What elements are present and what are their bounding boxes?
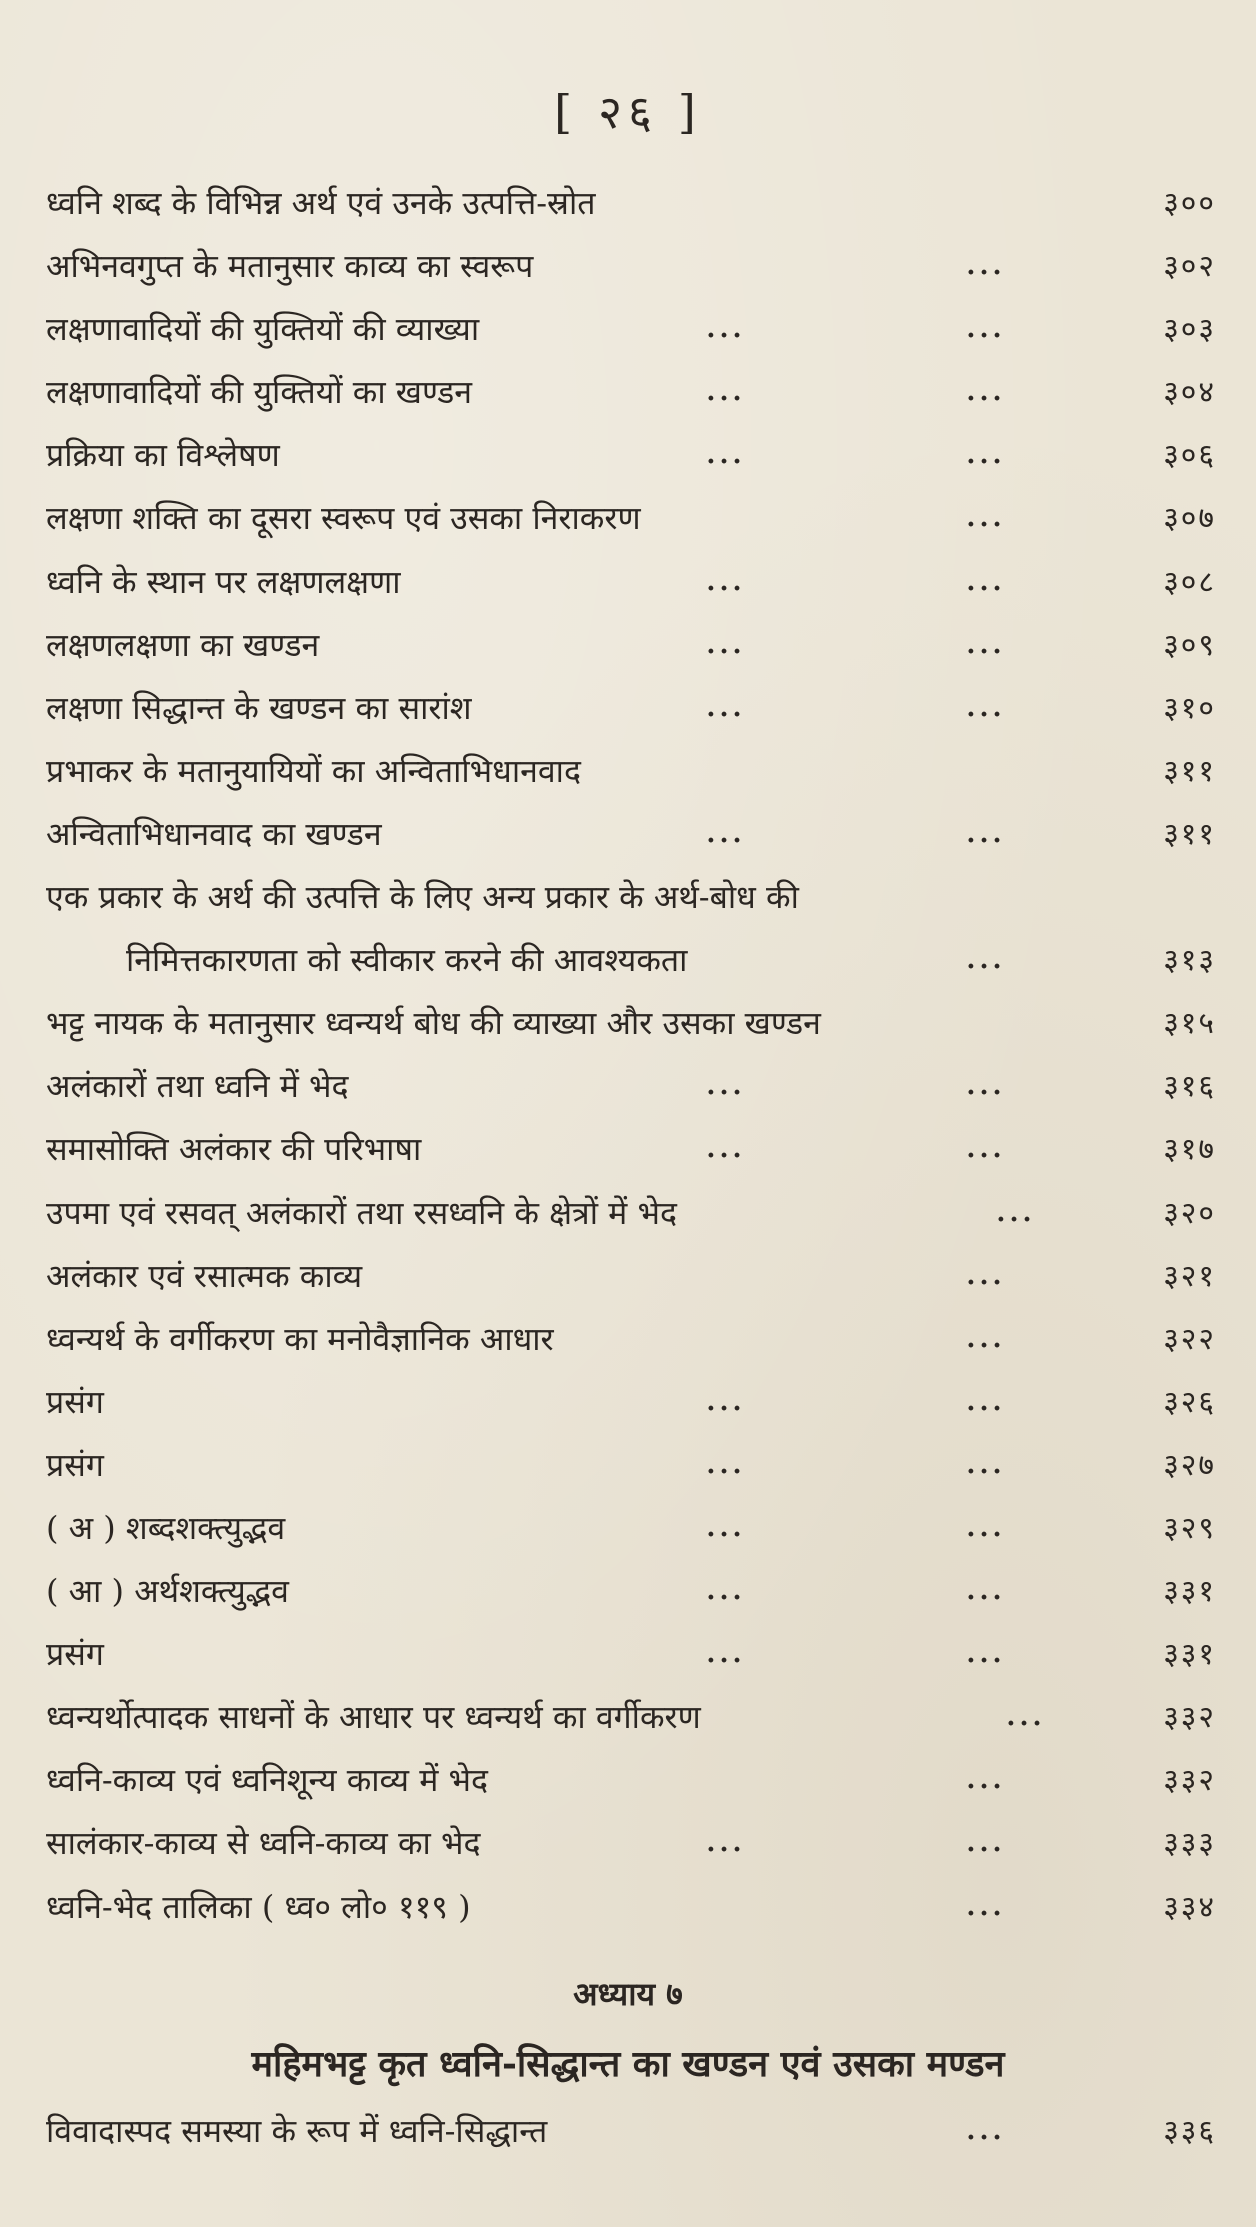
dot-leader: ... xyxy=(706,566,746,597)
dot-leader: ... xyxy=(966,692,1006,723)
toc-entry-page: ३३२ xyxy=(1163,1763,1216,1799)
toc-entry-title: प्रसंग xyxy=(46,1382,104,1421)
toc-entry-page: ३३४ xyxy=(1163,1889,1216,1925)
toc-entry xyxy=(46,1497,1216,1560)
toc-entry-page: ३०० xyxy=(1163,186,1216,221)
dot-leader: ... xyxy=(966,1260,1006,1291)
toc-entry-page: ३०९ xyxy=(1163,627,1216,663)
toc-entry-title: प्रभाकर के मतानुयायियों का अन्विताभिधानवाद xyxy=(46,751,581,790)
toc-entry-page: ३२६ xyxy=(1163,1384,1216,1420)
toc-entry-page: ३२७ xyxy=(1163,1447,1216,1483)
header-open-bracket: [ xyxy=(554,85,579,139)
dot-leader: ... xyxy=(996,1197,1036,1228)
toc-entry-page: ३३१ xyxy=(1163,1637,1216,1673)
toc-entry-title: ध्वनि के स्थान पर लक्षणलक्षणा xyxy=(46,562,401,601)
chapter-title: महिमभट्ट कृत ध्वनि-सिद्धान्त का खण्डन एवं उसका मण्डन xyxy=(251,2043,1005,2085)
toc-entry-page: ३३१ xyxy=(1163,1574,1216,1610)
toc-entry-title: ( अ ) शब्दशक्त्युद्भव xyxy=(46,1508,286,1547)
toc-entry-title: एक प्रकार के अर्थ की उत्पत्ति के लिए अन्य प्रकार के अर्थ-बोध की xyxy=(46,878,799,917)
toc-entry-continued xyxy=(46,929,1216,992)
toc-entry-page: ३१० xyxy=(1163,690,1216,726)
toc-entry-page: ३११ xyxy=(1163,816,1216,852)
toc-entry xyxy=(46,1876,1216,1939)
toc-entry xyxy=(46,1118,1216,1181)
toc-entry-title: प्रक्रिया का विश्लेषण xyxy=(46,436,280,475)
dot-leader: ... xyxy=(966,1765,1006,1796)
toc-entry-title: विवादास्पद समस्या के रूप में ध्वनि-सिद्धान्त xyxy=(46,2112,548,2150)
dot-leader: ... xyxy=(706,377,746,408)
toc-entry xyxy=(46,172,1216,235)
toc-entry xyxy=(46,361,1216,424)
dot-leader: ... xyxy=(706,1828,746,1859)
toc-entry xyxy=(46,1560,1216,1623)
dot-leader: ... xyxy=(966,945,1006,976)
toc-entry xyxy=(46,1434,1216,1497)
dot-leader: ... xyxy=(966,566,1006,597)
toc-entry-page: ३१७ xyxy=(1163,1132,1216,1168)
dot-leader: ... xyxy=(706,629,746,660)
toc-entry-title: लक्षणावादियों की युक्तियों की व्याख्या xyxy=(46,310,480,349)
toc-entry xyxy=(46,2100,1216,2163)
dot-leader: ... xyxy=(706,1134,746,1165)
dot-leader: ... xyxy=(966,1449,1006,1480)
toc-entry-title: लक्षणा सिद्धान्त के खण्डन का सारांश xyxy=(46,688,472,727)
dot-leader: ... xyxy=(966,314,1006,345)
toc-entry xyxy=(46,1749,1216,1812)
page-number: २६ xyxy=(598,85,658,139)
toc-entry-title: ध्वनि-भेद तालिका ( ध्व० लो० ११९ ) xyxy=(46,1887,471,1926)
toc-entry-title: ( आ ) अर्थशक्त्युद्भव xyxy=(46,1572,289,1611)
toc-entry xyxy=(46,1371,1216,1434)
toc-entry xyxy=(46,677,1216,740)
toc-entry xyxy=(46,551,1216,614)
toc-entry xyxy=(46,614,1216,677)
page-header xyxy=(0,80,1256,142)
toc-entry xyxy=(46,1055,1216,1118)
chapter-number: अध्याय ७ xyxy=(573,1975,683,2013)
dot-leader: ... xyxy=(706,440,746,471)
dot-leader: ... xyxy=(966,440,1006,471)
dot-leader: ... xyxy=(706,1639,746,1670)
toc-entry xyxy=(46,740,1216,803)
toc-entry xyxy=(46,1812,1216,1875)
dot-leader: ... xyxy=(966,377,1006,408)
toc-entry-page: ३०८ xyxy=(1163,564,1216,600)
dot-leader: ... xyxy=(1006,1702,1046,1733)
toc-entry xyxy=(46,235,1216,298)
toc-entry-title: लक्षणावादियों की युक्तियों का खण्डन xyxy=(46,373,473,412)
toc-entry-title: ध्वनि शब्द के विभिन्न अर्थ एवं उनके उत्पत्ति-स्रोत xyxy=(46,184,596,222)
toc-entry-title: ध्वन्यर्थ के वर्गीकरण का मनोवैज्ञानिक आधार xyxy=(46,1319,554,1358)
toc-entry-title: लक्षणलक्षणा का खण्डन xyxy=(46,625,320,664)
toc-entry-title: लक्षणा शक्ति का दूसरा स्वरूप एवं उसका निराकरण xyxy=(46,499,641,538)
toc-entry-title: ध्वनि-काव्य एवं ध्वनिशून्य काव्य में भेद xyxy=(46,1761,489,1800)
dot-leader: ... xyxy=(966,1323,1006,1354)
dot-leader: ... xyxy=(966,1512,1006,1543)
dot-leader: ... xyxy=(966,1639,1006,1670)
toc-entry-title: निमित्तकारणता को स्वीकार करने की आवश्यकता xyxy=(126,941,688,980)
toc-entry xyxy=(46,866,1216,929)
dot-leader: ... xyxy=(706,818,746,849)
toc-entry-title: सालंकार-काव्य से ध्वनि-काव्य का भेद xyxy=(46,1824,481,1863)
toc-entry-page: ३२१ xyxy=(1163,1258,1216,1294)
toc-entry-title: ध्वन्यर्थोत्पादक साधनों के आधार पर ध्वन्यर्थ का वर्गीकरण xyxy=(46,1698,701,1737)
toc-entry xyxy=(46,803,1216,866)
toc-entry-page: ३३३ xyxy=(1163,1826,1216,1862)
toc-entry-page: ३११ xyxy=(1163,753,1216,789)
dot-leader: ... xyxy=(966,1071,1006,1102)
toc-entry-title: भट्ट नायक के मतानुसार ध्वन्यर्थ बोध की व्याख्या और उसका खण्डन xyxy=(46,1004,821,1043)
dot-leader: ... xyxy=(966,1576,1006,1607)
toc-entry xyxy=(46,487,1216,550)
table-of-contents xyxy=(46,172,1216,1939)
dot-leader: ... xyxy=(966,818,1006,849)
toc-entry-title: अलंकार एवं रसात्मक काव्य xyxy=(46,1256,363,1295)
toc-entry-page: ३३२ xyxy=(1163,1700,1216,1736)
toc-entry-page: ३१६ xyxy=(1163,1069,1216,1105)
toc-entry xyxy=(46,1308,1216,1371)
dot-leader: ... xyxy=(966,1386,1006,1417)
toc-entry-title: प्रसंग xyxy=(46,1635,104,1674)
toc-entry-title: अभिनवगुप्त के मतानुसार काव्य का स्वरूप xyxy=(46,247,534,286)
dot-leader: ... xyxy=(966,2116,1006,2146)
toc-entry-page: ३०७ xyxy=(1163,501,1216,537)
toc-entry-page: ३१५ xyxy=(1163,1006,1216,1042)
toc-entry-title: अन्विताभिधानवाद का खण्डन xyxy=(46,814,382,853)
toc-entry-page: ३०६ xyxy=(1163,438,1216,474)
toc-entry-title: प्रसंग xyxy=(46,1445,104,1484)
header-close-bracket: ] xyxy=(677,85,702,139)
toc-entry xyxy=(46,1686,1216,1749)
dot-leader: ... xyxy=(966,503,1006,534)
toc-entry-page: ३२० xyxy=(1163,1195,1216,1231)
toc-entry-title: उपमा एवं रसवत् अलंकारों तथा रसध्वनि के क्षेत्रों में भेद xyxy=(46,1193,677,1232)
toc-entry-page: ३२२ xyxy=(1163,1321,1216,1357)
toc-entry-page: ३३६ xyxy=(1163,2114,1216,2149)
chapter-first-entries xyxy=(46,2100,1216,2163)
dot-leader: ... xyxy=(706,1071,746,1102)
dot-leader: ... xyxy=(966,1828,1006,1859)
dot-leader: ... xyxy=(706,1386,746,1417)
toc-entry xyxy=(46,298,1216,361)
toc-entry xyxy=(46,424,1216,487)
toc-entry xyxy=(46,1623,1216,1686)
dot-leader: ... xyxy=(966,1891,1006,1922)
toc-entry-title: अलंकारों तथा ध्वनि में भेद xyxy=(46,1067,349,1106)
dot-leader: ... xyxy=(966,1134,1006,1165)
toc-entry xyxy=(46,992,1216,1055)
toc-entry-page: ३१३ xyxy=(1163,943,1216,979)
toc-entry xyxy=(46,1182,1216,1245)
toc-entry xyxy=(46,1245,1216,1308)
dot-leader: ... xyxy=(966,251,1006,282)
dot-leader: ... xyxy=(966,629,1006,660)
toc-entry-page: ३०४ xyxy=(1163,375,1216,411)
dot-leader: ... xyxy=(706,692,746,723)
dot-leader: ... xyxy=(706,1449,746,1480)
toc-entry-page: ३०३ xyxy=(1163,312,1216,348)
toc-entry-title: समासोक्ति अलंकार की परिभाषा xyxy=(46,1130,422,1169)
toc-entry-page: ३०२ xyxy=(1163,249,1216,285)
toc-entry-page: ३२९ xyxy=(1163,1510,1216,1546)
dot-leader: ... xyxy=(706,314,746,345)
dot-leader: ... xyxy=(706,1512,746,1543)
dot-leader: ... xyxy=(706,1576,746,1607)
